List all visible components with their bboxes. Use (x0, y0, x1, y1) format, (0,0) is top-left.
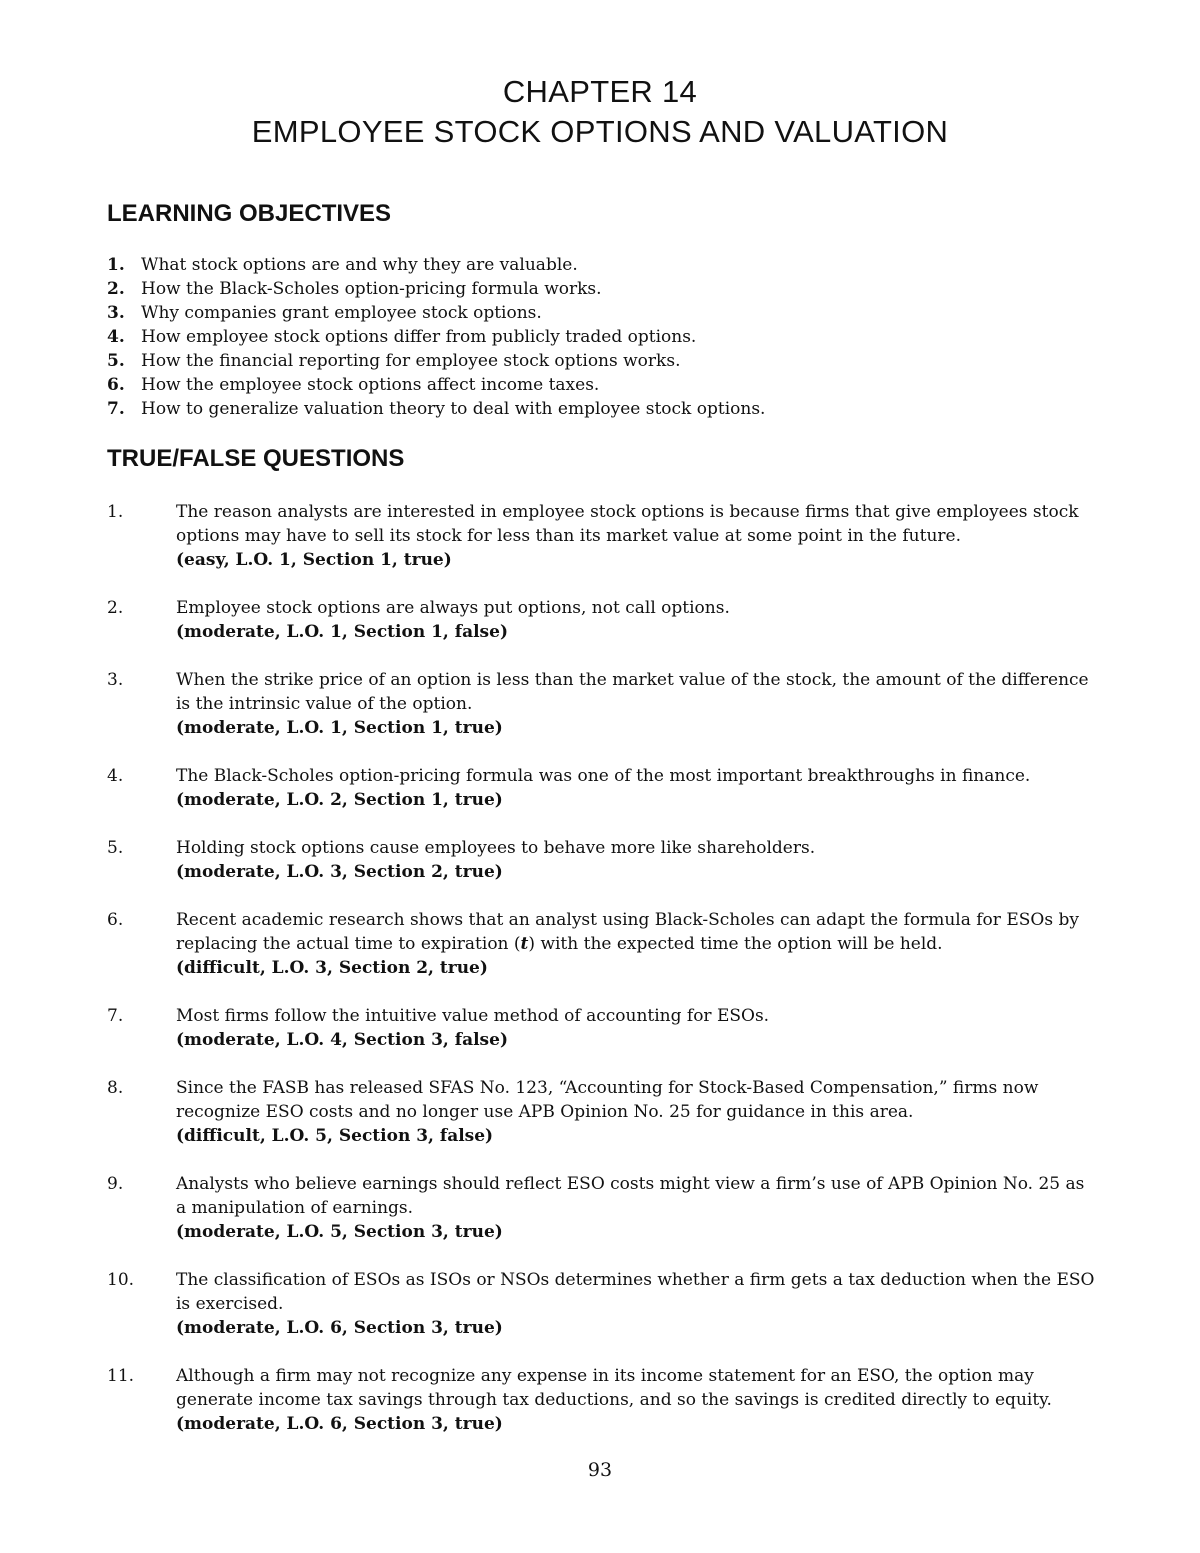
question-answer-meta: (easy, L.O. 1, Section 1, true) (176, 550, 452, 570)
question-text-before-variable: Recent academic research shows that an analyst using Black-Scholes can adapt the formula for ESOs by replacing the actual time to expiration ( (176, 910, 1079, 954)
objective-text: How to generalize valuation theory to deal with employee stock options. (141, 399, 766, 419)
objective-item (107, 325, 1107, 349)
objective-number: 1. (107, 255, 125, 275)
question-number: 1. (107, 502, 124, 522)
question-body (176, 836, 1097, 884)
objective-number: 7. (107, 399, 125, 419)
chapter-number: CHAPTER 14 (502, 74, 698, 109)
question-number: 11. (107, 1366, 135, 1386)
question-text: Most firms follow the intuitive value method of accounting for ESOs. (176, 1006, 770, 1026)
question-number: 8. (107, 1078, 124, 1098)
objective-item (107, 373, 1107, 397)
question-answer-meta: (moderate, L.O. 6, Section 3, true) (176, 1414, 503, 1434)
question-number: 4. (107, 766, 124, 786)
objective-number: 4. (107, 327, 125, 347)
question-number: 6. (107, 910, 124, 930)
question-answer-meta: (difficult, L.O. 3, Section 2, true) (176, 958, 488, 978)
objective-text: How the employee stock options affect income taxes. (141, 375, 600, 395)
learning-objectives-heading: LEARNING OBJECTIVES (107, 200, 392, 227)
question-text-after-variable: ) with the expected time the option will be held. (528, 934, 943, 954)
question-answer-meta: (moderate, L.O. 1, Section 1, true) (176, 718, 503, 738)
question-body (176, 1268, 1097, 1340)
question-text: Although a firm may not recognize any expense in its income statement for an ESO, the option may generate income tax savings through tax deductions, and so the savings is credited directly to equity. (176, 1366, 1052, 1410)
objective-text: How the Black-Scholes option-pricing formula works. (141, 279, 602, 299)
question-body (176, 1364, 1097, 1436)
question-text: Holding stock options cause employees to behave more like shareholders. (176, 838, 816, 858)
question-body (176, 1004, 1097, 1052)
objective-item (107, 349, 1107, 373)
question-number: 5. (107, 838, 124, 858)
question-answer-meta: (moderate, L.O. 5, Section 3, true) (176, 1222, 503, 1242)
question-body (176, 668, 1097, 740)
objective-number: 6. (107, 375, 125, 395)
objective-number: 5. (107, 351, 125, 371)
question-body (176, 908, 1097, 980)
question-number: 7. (107, 1006, 124, 1026)
chapter-title (0, 72, 1200, 152)
question-answer-meta: (difficult, L.O. 5, Section 3, false) (176, 1126, 494, 1146)
question-text: Employee stock options are always put options, not call options. (176, 598, 730, 618)
question-body (176, 764, 1097, 812)
question-answer-meta: (moderate, L.O. 4, Section 3, false) (176, 1030, 508, 1050)
question-item (107, 908, 1097, 980)
question-item (107, 1268, 1097, 1340)
question-answer-meta: (moderate, L.O. 6, Section 3, true) (176, 1318, 503, 1338)
question-item (107, 764, 1097, 812)
question-item (107, 500, 1097, 572)
question-answer-meta: (moderate, L.O. 2, Section 1, true) (176, 790, 503, 810)
question-item (107, 668, 1097, 740)
true-false-heading: TRUE/FALSE QUESTIONS (107, 445, 405, 472)
objective-text: Why companies grant employee stock options. (141, 303, 542, 323)
objective-number: 3. (107, 303, 125, 323)
objective-number: 2. (107, 279, 125, 299)
question-body (176, 596, 1097, 644)
question-number: 9. (107, 1174, 124, 1194)
question-item (107, 1172, 1097, 1244)
question-number: 2. (107, 598, 124, 618)
chapter-name: EMPLOYEE STOCK OPTIONS AND VALUATION (251, 114, 949, 149)
objective-item (107, 301, 1107, 325)
question-text: The Black-Scholes option-pricing formula was one of the most important breakthroughs in finance. (176, 766, 1031, 786)
objective-text: How employee stock options differ from publicly traded options. (141, 327, 697, 347)
question-answer-meta: (moderate, L.O. 1, Section 1, false) (176, 622, 508, 642)
question-item (107, 596, 1097, 644)
question-item (107, 1364, 1097, 1436)
question-body (176, 500, 1097, 572)
objective-item (107, 397, 1107, 421)
question-text: The reason analysts are interested in employee stock options is because firms that give employees stock options may have to sell its stock for less than its market value at some point in the future. (176, 502, 1079, 546)
question-answer-meta: (moderate, L.O. 3, Section 2, true) (176, 862, 503, 882)
true-false-question-list (107, 500, 1097, 1460)
question-body (176, 1076, 1097, 1148)
time-variable: t (520, 934, 529, 954)
question-text: Analysts who believe earnings should reflect ESO costs might view a firm’s use of APB Opinion No. 25 as a manipulation of earnings. (176, 1174, 1085, 1218)
question-text: Since the FASB has released SFAS No. 123, “Accounting for Stock-Based Compensation,” firms now recognize ESO costs and no longer use APB Opinion No. 25 for guidance in this area. (176, 1078, 1039, 1122)
objective-text: What stock options are and why they are valuable. (141, 255, 578, 275)
question-item (107, 836, 1097, 884)
question-text: The classification of ESOs as ISOs or NSOs determines whether a firm gets a tax deduction when the ESO is exercised. (176, 1270, 1095, 1314)
question-item (107, 1004, 1097, 1052)
objective-text: How the financial reporting for employee stock options works. (141, 351, 681, 371)
question-body (176, 1172, 1097, 1244)
question-number: 3. (107, 670, 124, 690)
question-text: When the strike price of an option is less than the market value of the stock, the amount of the difference is the intrinsic value of the option. (176, 670, 1089, 714)
question-item (107, 1076, 1097, 1148)
objective-item (107, 277, 1107, 301)
objective-item (107, 253, 1107, 277)
learning-objectives-list (107, 253, 1107, 421)
question-number: 10. (107, 1270, 135, 1290)
page-number: 93 (587, 1459, 613, 1481)
